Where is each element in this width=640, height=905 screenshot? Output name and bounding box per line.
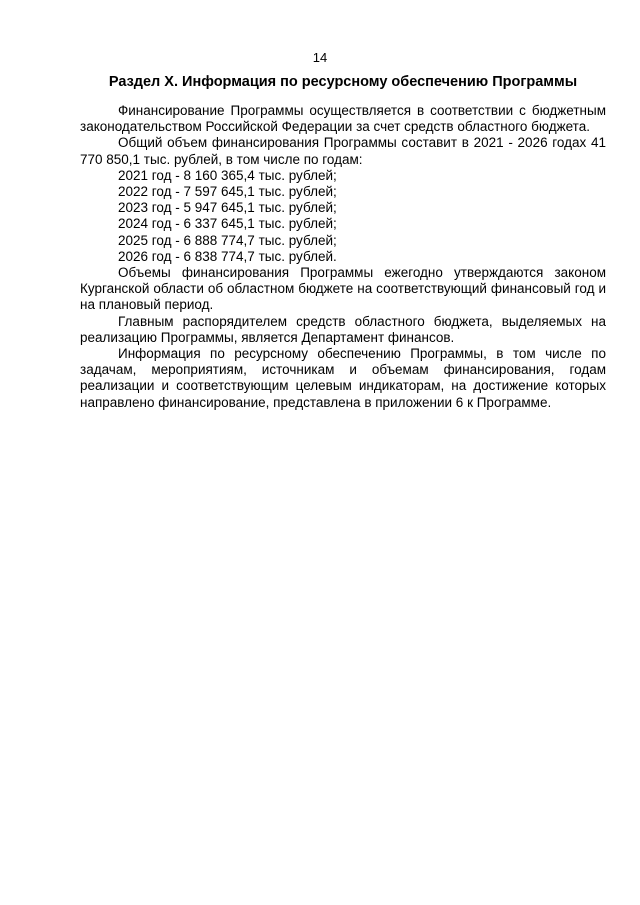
paragraph-main-administrator: Главным распорядителем средств областного бюджета, выделяемых на реализацию Программы, является Департамент финансов.: [80, 313, 606, 345]
year-line-2021: 2021 год - 8 160 365,4 тыс. рублей;: [118, 167, 337, 183]
section-title: Раздел X. Информация по ресурсному обеспечению Программы: [108, 74, 578, 90]
year-line-2022: 2022 год - 7 597 645,1 тыс. рублей;: [118, 184, 337, 200]
paragraph-financing-basis: Финансирование Программы осуществляется в соответствии с бюджетным законодательством Российской Федерации за счет средств областного бюджета.: [80, 103, 606, 135]
year-line-2025: 2025 год - 6 888 774,7 тыс. рублей;: [118, 232, 337, 248]
year-line-2024: 2024 год - 6 337 645,1 тыс. рублей;: [118, 216, 337, 232]
paragraph-resource-info: Информация по ресурсному обеспечению Программы, в том числе по задачам, мероприятиям, источникам и объемам финансирования, годам реализации и соответствующим целевым индикаторам, на достижение которых направлено финансирование, представлена в приложении 6 к Программе.: [80, 346, 606, 410]
year-line-2023: 2023 год - 5 947 645,1 тыс. рублей;: [118, 200, 337, 216]
year-line-2026: 2026 год - 6 838 774,7 тыс. рублей.: [118, 248, 337, 264]
page-number: 14: [312, 50, 328, 65]
paragraph-total-volume: Общий объем финансирования Программы составит в 2021 - 2026 годах 41 770 850,1 тыс. рублей, в том числе по годам:: [80, 135, 606, 167]
paragraph-annual-approval: Объемы финансирования Программы ежегодно утверждаются законом Курганской области об областном бюджете на соответствующий финансовый год и на плановый период.: [80, 265, 606, 313]
document-body: [80, 103, 606, 411]
